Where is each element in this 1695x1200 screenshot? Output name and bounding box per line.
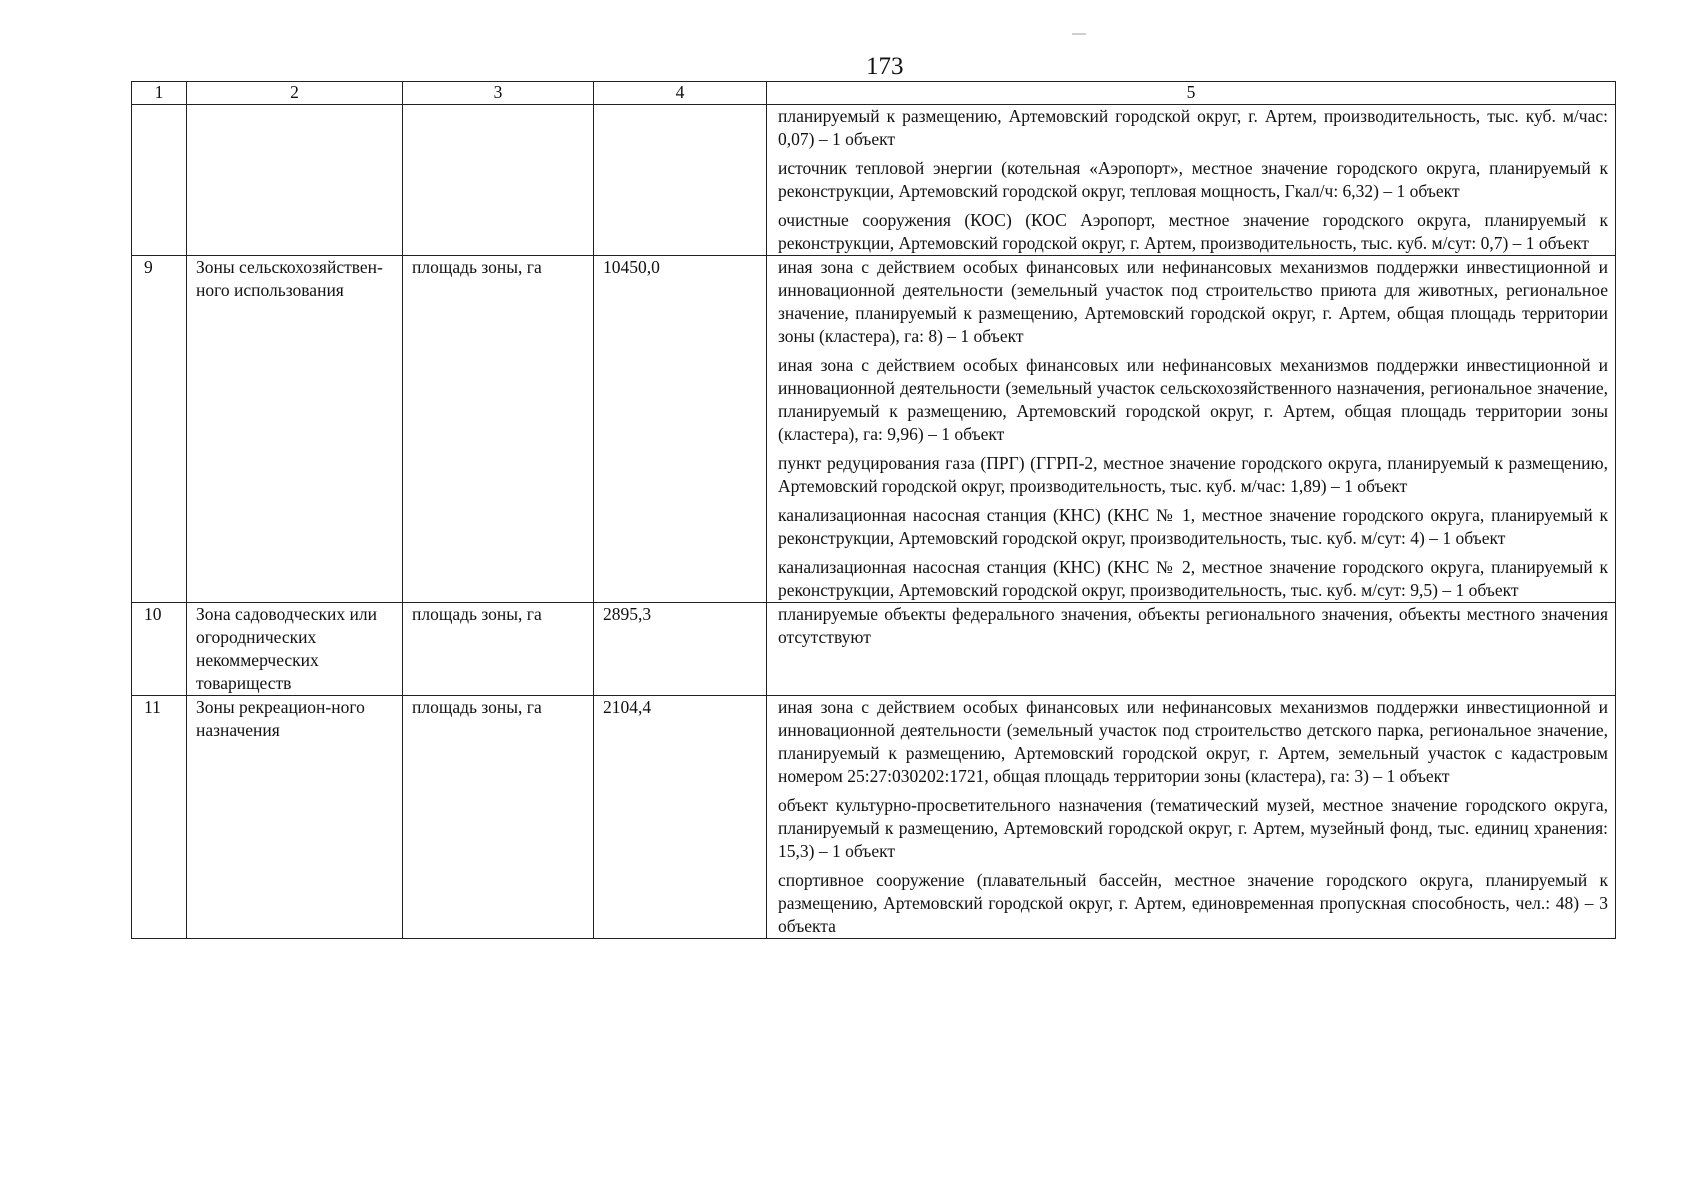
header-col-3: 3 <box>403 82 594 105</box>
objects-cell <box>767 256 1616 603</box>
row-number: 11 <box>132 696 187 939</box>
row-number <box>132 105 187 256</box>
table-body <box>132 105 1616 939</box>
table-row <box>132 696 1616 939</box>
object-description: иная зона с действием особых финансовых или нефинансовых механизмов поддержки инвестиционной и инновационной деятельности (земельный участок под строительство приюта для животных, региональное значение, планируемый к размещению, Артемовский городской округ, г. Артем, общая площадь территории зоны (кластера), га: 8) – 1 объект <box>778 257 1608 346</box>
area-value: 2104,4 <box>603 697 652 717</box>
header-col-1: 1 <box>132 82 187 105</box>
object-description: объект культурно-просветительного назначения (тематический музей, местное значение городского округа, планируемый к размещению, Артемовский городской округ, г. Артем, музейный фонд, тыс. единиц хранения: 15,3) – 1 объект <box>778 795 1608 861</box>
object-description: пункт редуцирования газа (ПРГ) (ГГРП-2, местное значение городского округа, планируемый к размещению, Артемовский городской округ, производительность, тыс. куб. м/час: 1,89) – 1 объект <box>778 453 1608 496</box>
zone-name-cell <box>187 105 403 256</box>
page-number: 173 <box>866 53 904 80</box>
object-description: источник тепловой энергии (котельная «Аэропорт», местное значение городского округа, планируемый к реконструкции, Артемовский городской округ, тепловая мощность, Гкал/ч: 6,32) – 1 объект <box>778 158 1608 201</box>
table-row <box>132 603 1616 696</box>
area-cell <box>594 603 767 696</box>
measure-label: площадь зоны, га <box>412 604 542 624</box>
zone-name-cell <box>187 256 403 603</box>
object-description: иная зона с действием особых финансовых или нефинансовых механизмов поддержки инвестиционной и инновационной деятельности (земельный участок под строительство детского парка, региональное значение, планируемый к размещению, Артемовский городской округ, г. Артем, земельный участок с кадастровым номером 25:27:030202:1721, общая площадь территории зоны (кластера), га: 3) – 1 объект <box>778 697 1608 786</box>
measure-cell <box>403 696 594 939</box>
table-header-row <box>132 82 1616 105</box>
objects-cell <box>767 696 1616 939</box>
objects-cell <box>767 105 1616 256</box>
zones-table <box>131 81 1616 939</box>
zone-name: Зоны сельскохозяйствен-ного использования <box>196 257 383 300</box>
zone-name-cell <box>187 603 403 696</box>
object-description: иная зона с действием особых финансовых или нефинансовых механизмов поддержки инвестиционной и инновационной деятельности (земельный участок сельскохозяйственного назначения, региональное значение, планируемый к размещению, Артемовский городской округ, г. Артем, общая площадь территории зоны (кластера), га: 9,96) – 1 объект <box>778 355 1608 444</box>
measure-label: площадь зоны, га <box>412 697 542 717</box>
object-description: планируемый к размещению, Артемовский городской округ, г. Артем, производительность, тыс. куб. м/час: 0,07) – 1 объект <box>778 106 1608 149</box>
table-row <box>132 105 1616 256</box>
area-value: 2895,3 <box>603 604 652 624</box>
measure-cell <box>403 256 594 603</box>
object-description: канализационная насосная станция (КНС) (КНС № 2, местное значение городского округа, планируемый к реконструкции, Артемовский городской округ, производительность, тыс. куб. м/сут: 9,5) – 1 объект <box>778 557 1608 600</box>
row-number: 10 <box>132 603 187 696</box>
zone-name: Зоны рекреацион-ного назначения <box>196 697 365 740</box>
row-number: 9 <box>132 256 187 603</box>
area-value: 10450,0 <box>603 257 660 277</box>
table-row <box>132 256 1616 603</box>
object-description: очистные сооружения (КОС) (КОС Аэропорт, местное значение городского округа, планируемый к реконструкции, Артемовский городской округ, г. Артем, производительность, тыс. куб. м/сут: 0,7) – 1 объект <box>778 210 1608 253</box>
zone-name-cell <box>187 696 403 939</box>
object-description: канализационная насосная станция (КНС) (КНС № 1, местное значение городского округа, планируемый к реконструкции, Артемовский городской округ, производительность, тыс. куб. м/сут: 4) – 1 объект <box>778 505 1608 548</box>
measure-label: площадь зоны, га <box>412 257 542 277</box>
area-cell <box>594 256 767 603</box>
objects-cell <box>767 603 1616 696</box>
scan-artifact <box>1072 33 1086 35</box>
header-col-4: 4 <box>594 82 767 105</box>
object-description: спортивное сооружение (плавательный бассейн, местное значение городского округа, планируемый к размещению, Артемовский городской округ, г. Артем, единовременная пропускная способность, чел.: 48) – 3 объекта <box>778 870 1608 936</box>
zone-name: Зона садоводческих или огороднических некоммерческих товариществ <box>196 604 377 693</box>
area-cell <box>594 696 767 939</box>
object-description: планируемые объекты федерального значения, объекты регионального значения, объекты местного значения отсутствуют <box>778 604 1608 647</box>
header-col-5: 5 <box>767 82 1616 105</box>
measure-cell <box>403 105 594 256</box>
area-cell <box>594 105 767 256</box>
header-col-2: 2 <box>187 82 403 105</box>
measure-cell <box>403 603 594 696</box>
